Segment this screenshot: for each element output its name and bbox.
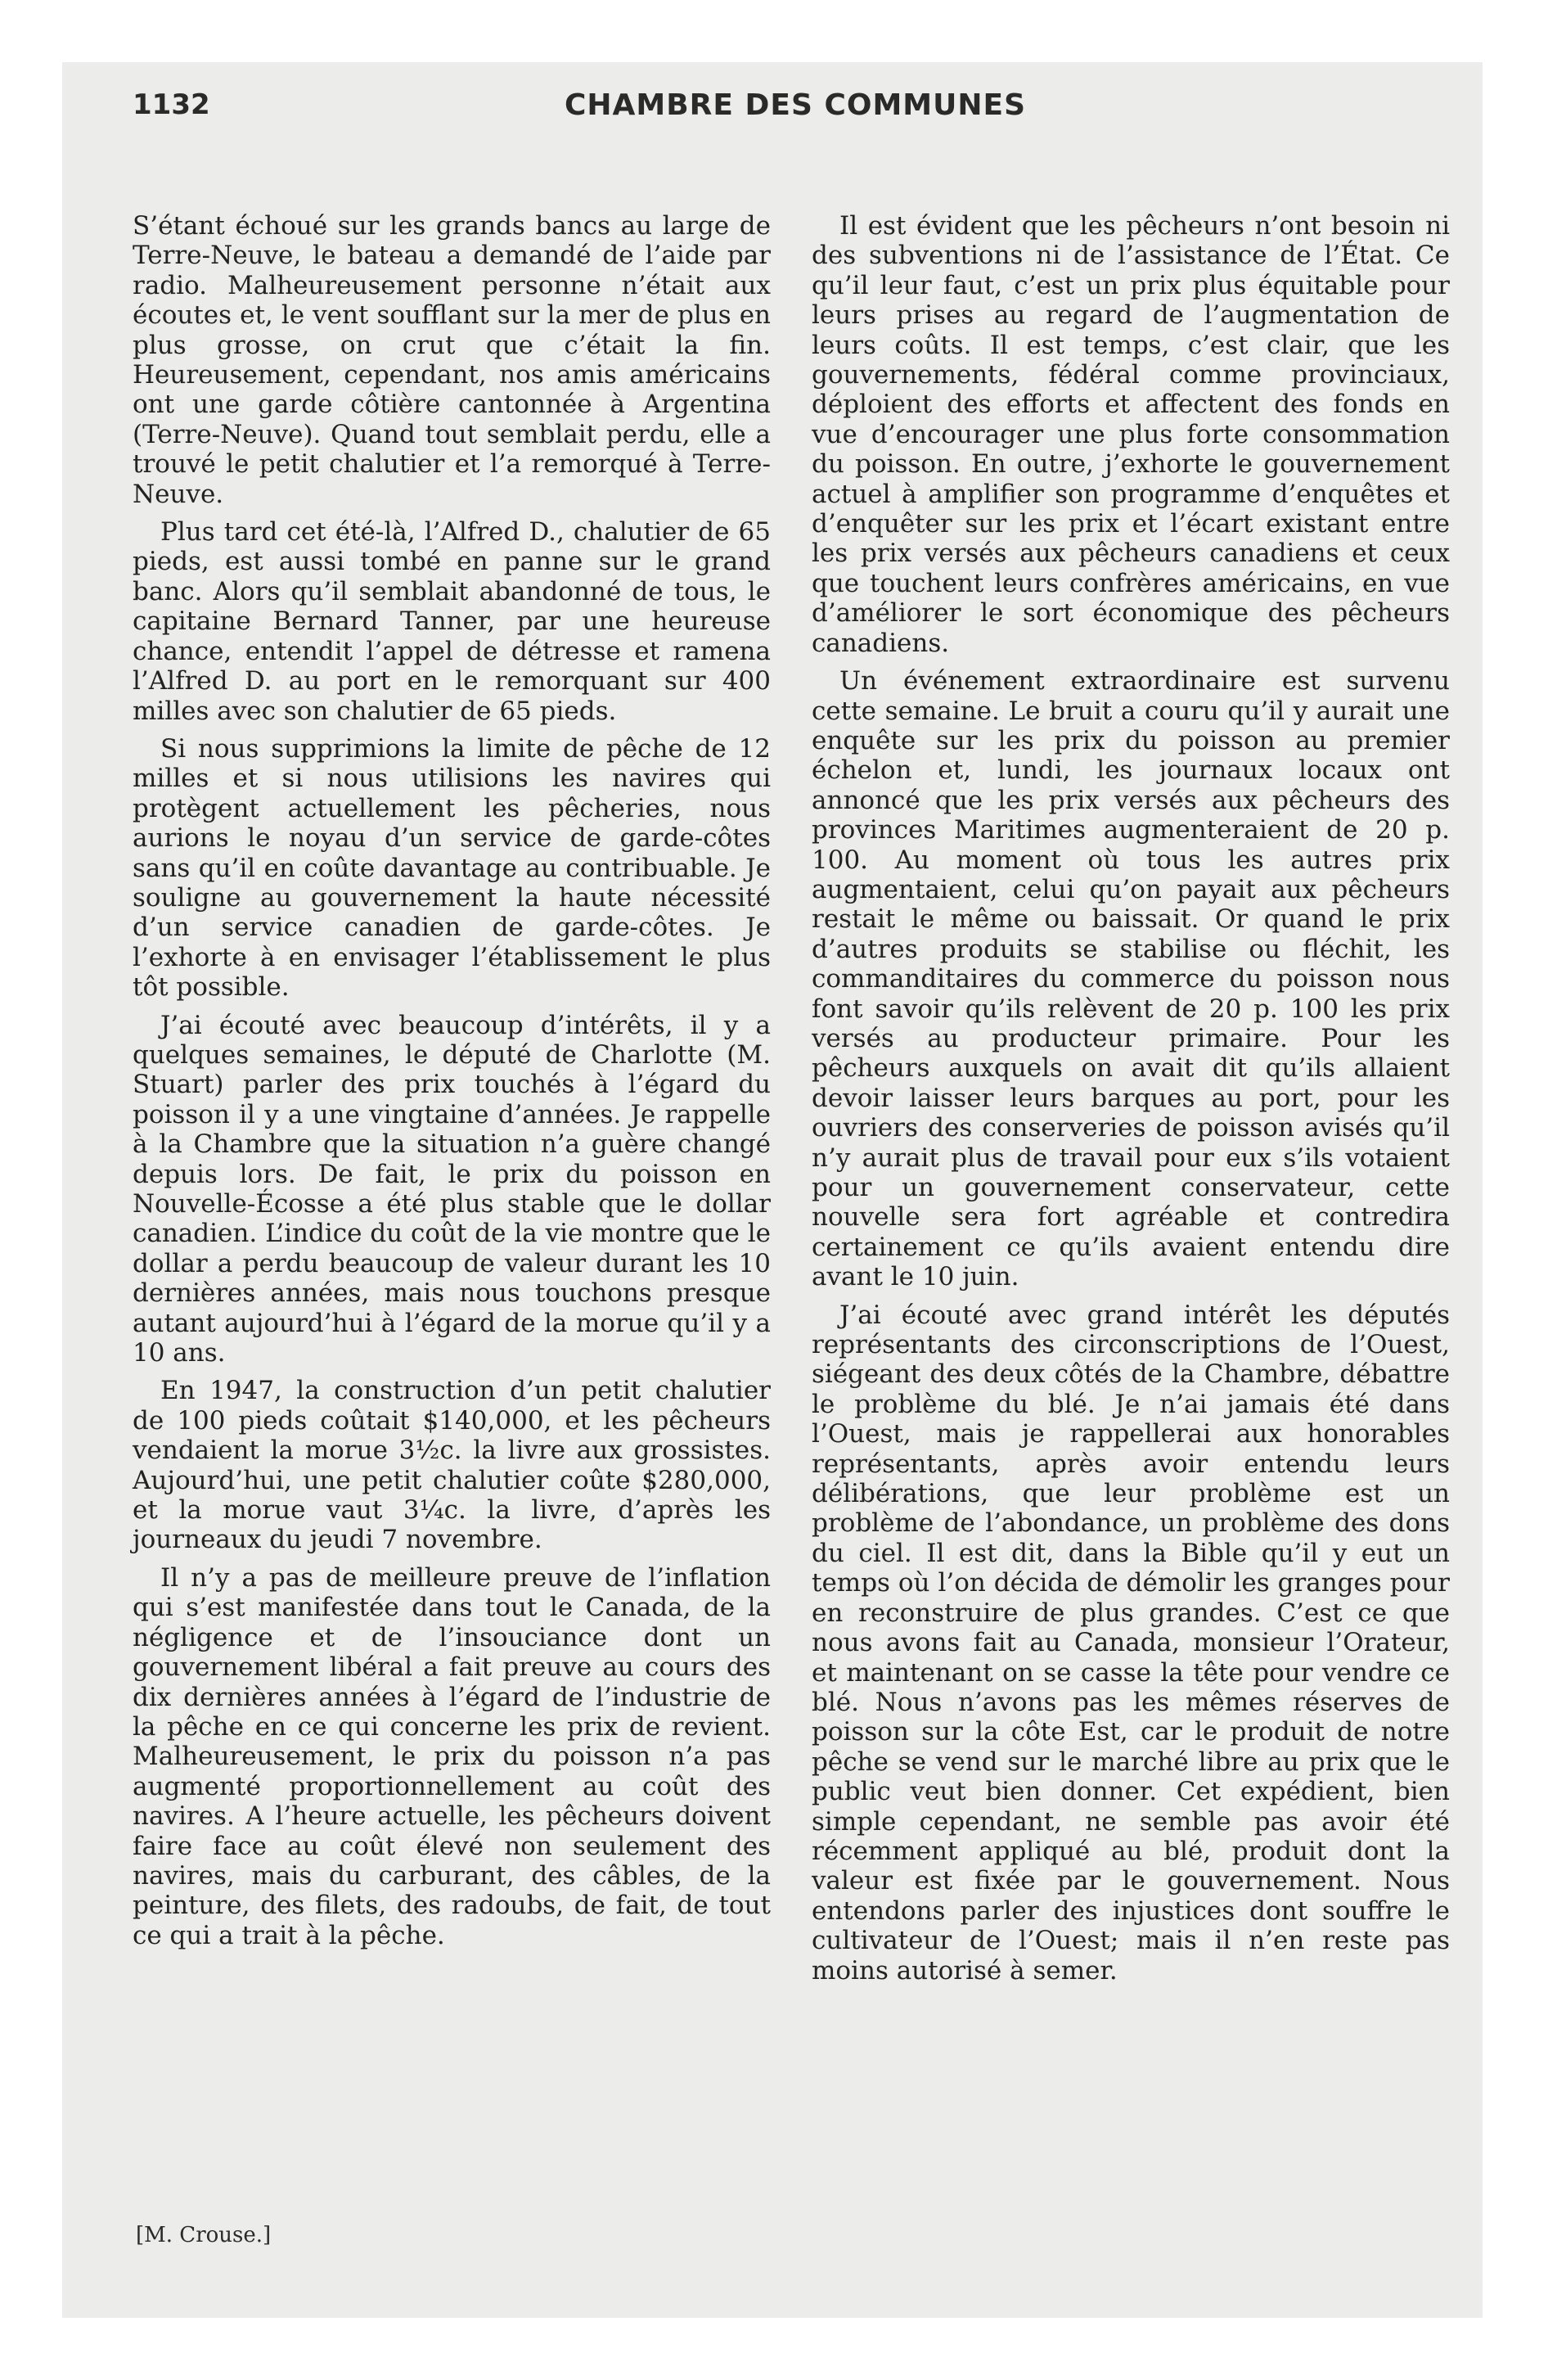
paragraph: Plus tard cet été-là, l’Alfred D., chalutier de 65 pieds, est aussi tombé en panne sur le grand banc. Alors qu’il semblait abandonné de tous, le capitaine Bernard Tanner, par une heureuse chance, entendit l’appel de détresse et ramena l’Alfred D. au port en le remorquant sur 400 milles avec son chalutier de 65 pieds.	[133, 517, 771, 726]
paragraph: S’étant échoué sur les grands bancs au large de Terre-Neuve, le bateau a demandé de l’aide par radio. Malheureusement personne n’était aux écoutes et, le vent soufflant sur la mer de plus en plus grosse, on crut que c’était la fin. Heureusement, cependant, nos amis américains ont une garde côtière cantonnée à Argentina (Terre-Neuve). Quand tout semblait perdu, elle a trouvé le petit chalutier et l’a remorqué à Terre-Neuve.	[133, 211, 771, 509]
paragraph: Il est évident que les pêcheurs n’ont besoin ni des subventions ni de l’assistance de l’État. Ce qu’il leur faut, c’est un prix plus équitable pour leurs prises au regard de l’augmentation de leurs coûts. Il est temps, c’est clair, que les gouvernements, fédéral comme provinciaux, déploient des efforts et affectent des fonds en vue d’encourager une plus forte consommation du poisson. En outre, j’exhorte le gouvernement actuel à amplifier son programme d’enquêtes et d’enquêter sur les prix et l’écart existant entre les prix versés aux pêcheurs canadiens et ceux que touchent leurs confrères américains, en vue d’améliorer le sort économique des pêcheurs canadiens.	[812, 211, 1450, 658]
paragraph: En 1947, la construction d’un petit chalutier de 100 pieds coûtait $140,000, et les pêcheurs vendaient la morue 3½c. la livre aux grossistes. Aujourd’hui, une petit chalutier coûte $280,000, et la morue vaut 3¼c. la livre, d’après les journeaux du jeudi 7 novembre.	[133, 1376, 771, 1555]
paragraph: J’ai écouté avec beaucoup d’intérêts, il y a quelques semaines, le député de Charlotte (M. Stuart) parler des prix touchés à l’égard du poisson il y a une vingtaine d’années. Je rappelle à la Chambre que la situation n’a guère changé depuis lors. De fait, le prix du poisson en Nouvelle-Écosse a été plus stable que le dollar canadien. L’indice du coût de la vie montre que le dollar a perdu beaucoup de valeur durant les 10 dernières années, mais nous touchons presque autant aujourd’hui à l’égard de la morue qu’il y a 10 ans.	[133, 1010, 771, 1368]
paragraph: Il n’y a pas de meilleure preuve de l’inflation qui s’est manifestée dans tout le Canada, de la négligence et de l’insouciance dont un gouvernement libéral a fait preuve au cours des dix dernières années à l’égard de l’industrie de la pêche en ce qui concerne les prix de revient. Malheureusement, le prix du poisson n’a pas augmenté proportionnellement au coût des navires. A l’heure actuelle, les pêcheurs doivent faire face au coût élevé non seulement des navires, mais du carburant, des câbles, de la peinture, des filets, des radoubs, de fait, de tout ce qui a trait à la pêche.	[133, 1562, 771, 1950]
paragraph: Un événement extraordinaire est survenu cette semaine. Le bruit a couru qu’il y aurait une enquête sur les prix du poisson au premier échelon et, lundi, les journaux locaux ont annoncé que les prix versés aux pêcheurs des provinces Maritimes augmenteraient de 20 p. 100. Au moment où tous les autres prix augmentaient, celui qu’on payait aux pêcheurs restait le même ou baissait. Or quand le prix d’autres produits se stabilise ou fléchit, les commanditaires du commerce du poisson nous font savoir qu’ils relèvent de 20 p. 100 les prix versés au producteur primaire. Pour les pêcheurs auxquels on avait dit qu’ils allaient devoir laisser leurs barques au port, pour les ouvriers des conserveries de poisson avisés qu’il n’y aurait plus de travail pour eux s’ils votaient pour un gouvernement conservateur, cette nouvelle sera fort agréable et contredira certainement ce qu’ils avaient entendu dire avant le 10 juin.	[812, 666, 1450, 1292]
running-head: CHAMBRE DES COMMUNES	[565, 88, 1027, 122]
left-column	[133, 211, 771, 1950]
page-number: 1132	[133, 88, 210, 121]
page-header	[0, 88, 1548, 137]
paragraph: J’ai écouté avec grand intérêt les députés représentants des circonscriptions de l’Ouest, siégeant des deux côtés de la Chambre, débattre le problème du blé. Je n’ai jamais été dans l’Ouest, mais je rappellerai aux honorables représentants, après avoir entendu leurs délibérations, que leur problème est un problème de l’abondance, un problème des dons du ciel. Il est dit, dans la Bible qu’il y eut un temps où l’on décida de démolir les granges pour en reconstruire de plus grandes. C’est ce que nous avons fait au Canada, monsieur l’Orateur, et maintenant on se casse la tête pour vendre ce blé. Nous n’avons pas les mêmes réserves de poisson sur la côte Est, car le produit de notre pêche se vend sur le marché libre au prix que le public veut bien donner. Cet expédient, bien simple cependant, ne semble pas avoir été récemment appliqué au blé, produit dont la valeur est fixée par le gouvernement. Nous entendons parler des injustices dont souffre le cultivateur de l’Ouest; mais il n’en reste pas moins autorisé à semer.	[812, 1300, 1450, 1986]
speaker-attribution: [M. Crouse.]	[136, 2223, 272, 2247]
right-column	[812, 211, 1450, 1986]
paragraph: Si nous supprimions la limite de pêche de 12 milles et si nous utilisions les navires qui protègent actuellement les pêcheries, nous aurions le noyau d’un service de garde-côtes sans qu’il en coûte davantage au contribuable. Je souligne au gouvernement la haute nécessité d’un service canadien de garde-côtes. Je l’exhorte à en envisager l’établissement le plus tôt possible.	[133, 733, 771, 1003]
